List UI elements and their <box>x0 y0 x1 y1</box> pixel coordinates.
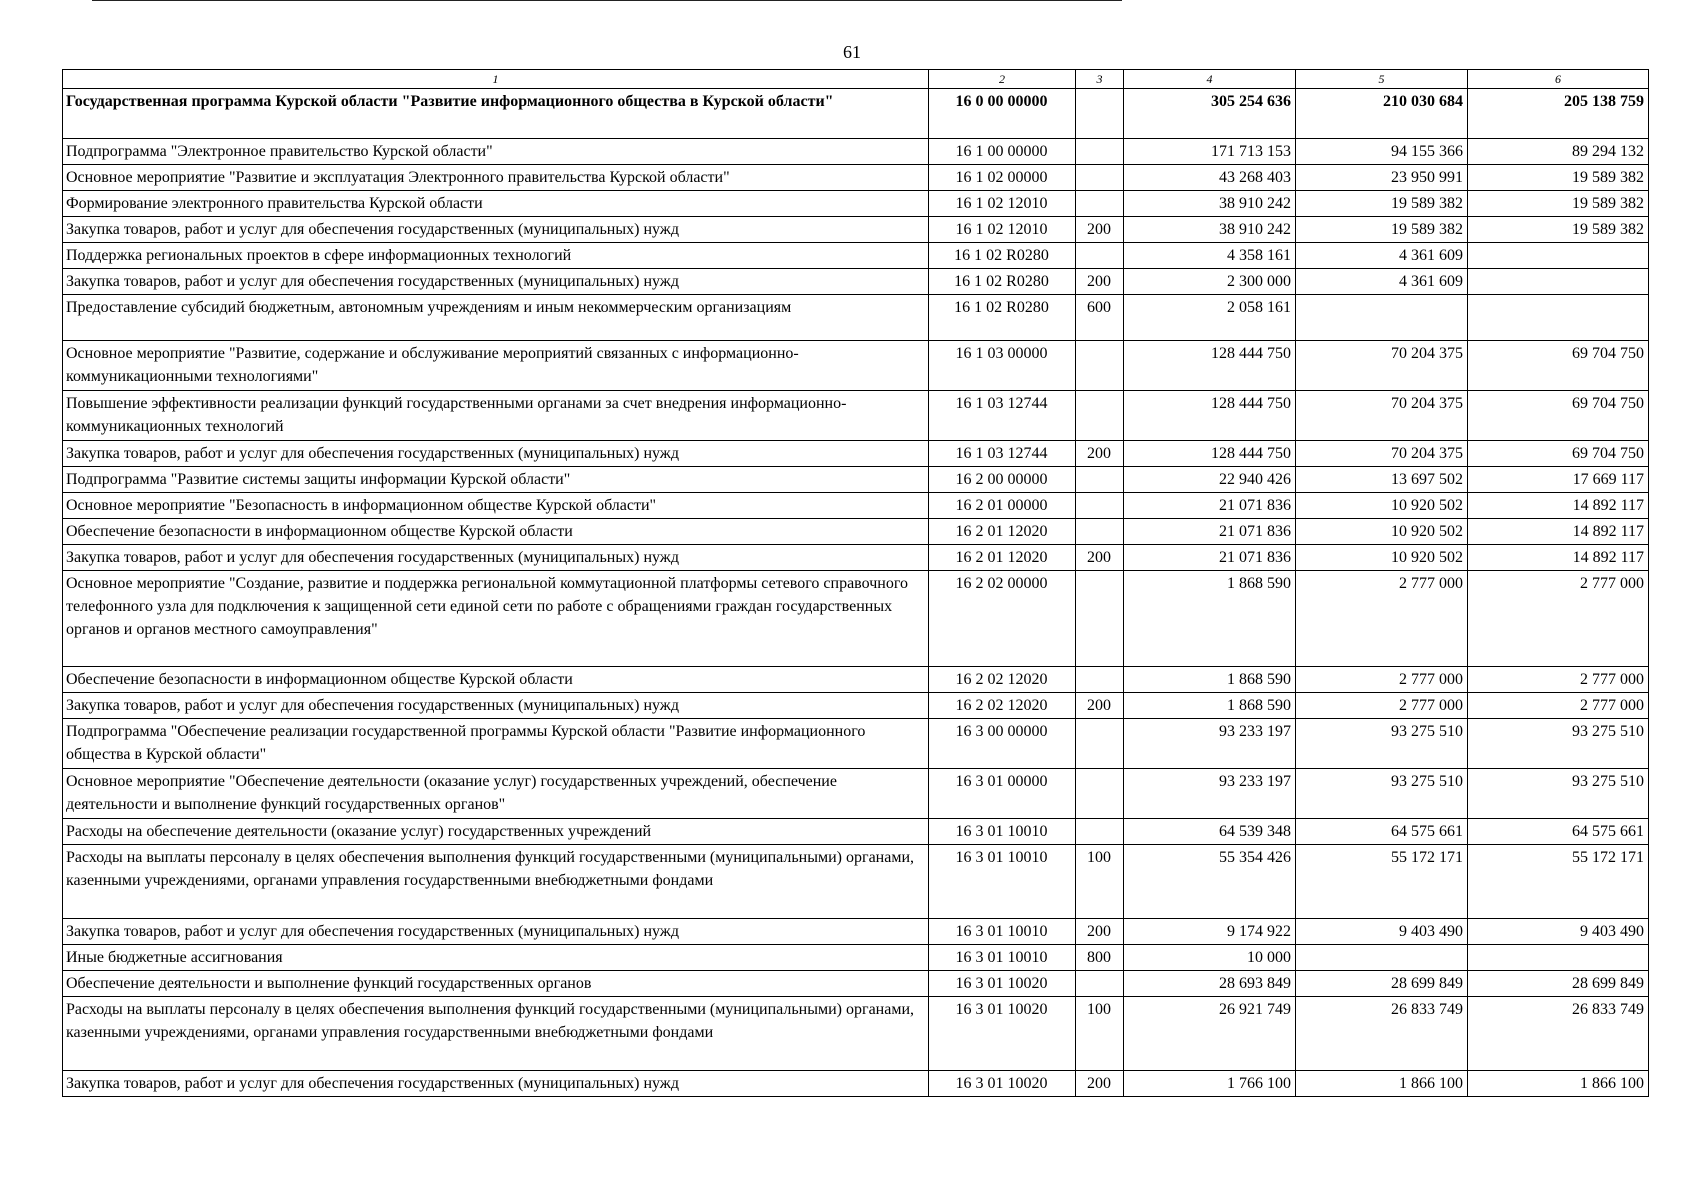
row-value-2023: 21 071 836 <box>1124 519 1296 545</box>
row-code: 16 1 02 12010 <box>929 217 1076 243</box>
row-name: Подпрограмма "Развитие системы защиты информации Курской области" <box>63 467 929 493</box>
row-name: Закупка товаров, работ и услуг для обеспечения государственных (муниципальных) нужд <box>63 1071 929 1097</box>
row-name: Расходы на обеспечение деятельности (оказание услуг) государственных учреждений <box>63 819 929 845</box>
row-expense-type: 200 <box>1076 441 1124 467</box>
row-name: Государственная программа Курской области "Развитие информационного общества в Курской области" <box>63 89 929 139</box>
table-row <box>63 295 1649 341</box>
table-row <box>63 1071 1649 1097</box>
table-row <box>63 971 1649 997</box>
row-value-2025: 17 669 117 <box>1468 467 1649 493</box>
row-value-2023: 1 868 590 <box>1124 667 1296 693</box>
row-code: 16 1 02 R0280 <box>929 243 1076 269</box>
row-value-2025: 14 892 117 <box>1468 545 1649 571</box>
table-row <box>63 269 1649 295</box>
row-value-2023: 21 071 836 <box>1124 545 1296 571</box>
table-row <box>63 571 1649 667</box>
row-expense-type <box>1076 519 1124 545</box>
row-name: Закупка товаров, работ и услуг для обеспечения государственных (муниципальных) нужд <box>63 919 929 945</box>
row-code: 16 3 01 10020 <box>929 1071 1076 1097</box>
table-row <box>63 519 1649 545</box>
row-value-2024: 70 204 375 <box>1296 341 1468 391</box>
table-row <box>63 997 1649 1071</box>
row-code: 16 1 03 12744 <box>929 441 1076 467</box>
row-value-2023: 128 444 750 <box>1124 441 1296 467</box>
row-value-2023: 26 921 749 <box>1124 997 1296 1071</box>
table-body <box>63 89 1649 1097</box>
row-value-2025: 9 403 490 <box>1468 919 1649 945</box>
row-value-2023: 128 444 750 <box>1124 391 1296 441</box>
row-value-2024: 55 172 171 <box>1296 845 1468 919</box>
col-header-5: 5 <box>1296 70 1468 89</box>
row-value-2023: 93 233 197 <box>1124 719 1296 769</box>
row-expense-type: 200 <box>1076 693 1124 719</box>
row-value-2024: 93 275 510 <box>1296 719 1468 769</box>
row-code: 16 3 01 10010 <box>929 945 1076 971</box>
row-value-2025: 205 138 759 <box>1468 89 1649 139</box>
row-expense-type: 100 <box>1076 845 1124 919</box>
row-code: 16 1 02 00000 <box>929 165 1076 191</box>
row-value-2025: 19 589 382 <box>1468 217 1649 243</box>
row-value-2024: 23 950 991 <box>1296 165 1468 191</box>
row-value-2023: 1 868 590 <box>1124 571 1296 667</box>
row-value-2024: 210 030 684 <box>1296 89 1468 139</box>
row-value-2025: 14 892 117 <box>1468 519 1649 545</box>
row-name: Повышение эффективности реализации функций государственными органами за счет внедрения информационно-коммуникационных технологий <box>63 391 929 441</box>
table-row <box>63 391 1649 441</box>
row-code: 16 1 00 00000 <box>929 139 1076 165</box>
row-name: Основное мероприятие "Создание, развитие и поддержка региональной коммутационной платформы сетевого справочного телефонного узла для подключения к защищенной сети единой сети по работе с обращениями граждан государственных органов и органов местного самоуправления" <box>63 571 929 667</box>
row-code: 16 3 01 00000 <box>929 769 1076 819</box>
table-row <box>63 191 1649 217</box>
table-row <box>63 441 1649 467</box>
row-expense-type <box>1076 667 1124 693</box>
header-row <box>63 70 1649 89</box>
row-code: 16 0 00 00000 <box>929 89 1076 139</box>
row-value-2025: 2 777 000 <box>1468 667 1649 693</box>
row-name: Обеспечение деятельности и выполнение функций государственных органов <box>63 971 929 997</box>
row-value-2024: 4 361 609 <box>1296 243 1468 269</box>
row-value-2025: 1 866 100 <box>1468 1071 1649 1097</box>
row-name: Основное мероприятие "Развитие и эксплуатация Электронного правительства Курской области" <box>63 165 929 191</box>
row-code: 16 3 01 10020 <box>929 997 1076 1071</box>
row-value-2024: 9 403 490 <box>1296 919 1468 945</box>
row-name: Подпрограмма "Электронное правительство Курской области" <box>63 139 929 165</box>
row-value-2023: 1 766 100 <box>1124 1071 1296 1097</box>
table-row <box>63 89 1649 139</box>
table-row <box>63 769 1649 819</box>
row-name: Расходы на выплаты персоналу в целях обеспечения выполнения функций государственными (муниципальными) органами, казенными учреждениями, органами управления государственными внебюджетными фондами <box>63 845 929 919</box>
row-value-2023: 4 358 161 <box>1124 243 1296 269</box>
table-row <box>63 945 1649 971</box>
row-value-2023: 128 444 750 <box>1124 341 1296 391</box>
row-value-2023: 93 233 197 <box>1124 769 1296 819</box>
row-expense-type: 200 <box>1076 545 1124 571</box>
row-value-2024: 10 920 502 <box>1296 519 1468 545</box>
row-value-2025 <box>1468 269 1649 295</box>
row-value-2025 <box>1468 945 1649 971</box>
row-expense-type <box>1076 391 1124 441</box>
row-value-2024: 10 920 502 <box>1296 493 1468 519</box>
row-value-2025: 69 704 750 <box>1468 391 1649 441</box>
row-name: Основное мероприятие "Обеспечение деятельности (оказание услуг) государственных учреждений, обеспечение деятельности и выполнение функций государственных органов" <box>63 769 929 819</box>
row-expense-type: 100 <box>1076 997 1124 1071</box>
row-value-2025: 19 589 382 <box>1468 165 1649 191</box>
row-name: Основное мероприятие "Развитие, содержание и обслуживание мероприятий связанных с информационно-коммуникационными технологиями" <box>63 341 929 391</box>
row-name: Подпрограмма "Обеспечение реализации государственной программы Курской области "Развитие информационного общества в Курской области" <box>63 719 929 769</box>
table-row <box>63 243 1649 269</box>
row-value-2024: 28 699 849 <box>1296 971 1468 997</box>
row-value-2025: 69 704 750 <box>1468 441 1649 467</box>
row-value-2025: 64 575 661 <box>1468 819 1649 845</box>
row-expense-type <box>1076 165 1124 191</box>
col-header-1: 1 <box>63 70 929 89</box>
row-value-2023: 38 910 242 <box>1124 191 1296 217</box>
row-name: Расходы на выплаты персоналу в целях обеспечения выполнения функций государственными (муниципальными) органами, казенными учреждениями, органами управления государственными внебюджетными фондами <box>63 997 929 1071</box>
row-code: 16 2 01 12020 <box>929 519 1076 545</box>
table-row <box>63 719 1649 769</box>
row-value-2023: 43 268 403 <box>1124 165 1296 191</box>
row-value-2023: 10 000 <box>1124 945 1296 971</box>
col-header-3: 3 <box>1076 70 1124 89</box>
table-row <box>63 667 1649 693</box>
table-row <box>63 545 1649 571</box>
col-header-6: 6 <box>1468 70 1649 89</box>
row-value-2025: 2 777 000 <box>1468 693 1649 719</box>
row-value-2023: 22 940 426 <box>1124 467 1296 493</box>
row-value-2023: 64 539 348 <box>1124 819 1296 845</box>
row-value-2023: 21 071 836 <box>1124 493 1296 519</box>
row-value-2023: 28 693 849 <box>1124 971 1296 997</box>
row-code: 16 3 01 10020 <box>929 971 1076 997</box>
row-expense-type <box>1076 769 1124 819</box>
row-name: Закупка товаров, работ и услуг для обеспечения государственных (муниципальных) нужд <box>63 693 929 719</box>
row-expense-type <box>1076 467 1124 493</box>
row-expense-type <box>1076 719 1124 769</box>
row-code: 16 2 02 00000 <box>929 571 1076 667</box>
row-value-2024: 70 204 375 <box>1296 441 1468 467</box>
row-value-2023: 2 300 000 <box>1124 269 1296 295</box>
col-header-2: 2 <box>929 70 1076 89</box>
table-row <box>63 165 1649 191</box>
row-code: 16 2 01 00000 <box>929 493 1076 519</box>
row-name: Предоставление субсидий бюджетным, автономным учреждениям и иным некоммерческим организациям <box>63 295 929 341</box>
table-row <box>63 217 1649 243</box>
row-value-2023: 55 354 426 <box>1124 845 1296 919</box>
col-header-4: 4 <box>1124 70 1296 89</box>
row-expense-type <box>1076 243 1124 269</box>
row-value-2025: 2 777 000 <box>1468 571 1649 667</box>
row-code: 16 3 01 10010 <box>929 819 1076 845</box>
row-name: Иные бюджетные ассигнования <box>63 945 929 971</box>
row-value-2024: 4 361 609 <box>1296 269 1468 295</box>
table-row <box>63 467 1649 493</box>
row-value-2025: 26 833 749 <box>1468 997 1649 1071</box>
row-name: Формирование электронного правительства Курской области <box>63 191 929 217</box>
row-name: Закупка товаров, работ и услуг для обеспечения государственных (муниципальных) нужд <box>63 441 929 467</box>
page-number: 61 <box>843 42 861 62</box>
row-expense-type: 800 <box>1076 945 1124 971</box>
row-value-2025: 28 699 849 <box>1468 971 1649 997</box>
table-row <box>63 341 1649 391</box>
row-value-2024: 93 275 510 <box>1296 769 1468 819</box>
row-value-2025: 89 294 132 <box>1468 139 1649 165</box>
row-value-2024: 19 589 382 <box>1296 191 1468 217</box>
row-value-2024: 19 589 382 <box>1296 217 1468 243</box>
row-code: 16 1 02 R0280 <box>929 269 1076 295</box>
row-name: Закупка товаров, работ и услуг для обеспечения государственных (муниципальных) нужд <box>63 269 929 295</box>
row-name: Поддержка региональных проектов в сфере информационных технологий <box>63 243 929 269</box>
row-code: 16 2 02 12020 <box>929 693 1076 719</box>
row-value-2024 <box>1296 295 1468 341</box>
table-row <box>63 693 1649 719</box>
row-expense-type <box>1076 341 1124 391</box>
row-expense-type: 200 <box>1076 1071 1124 1097</box>
row-value-2023: 171 713 153 <box>1124 139 1296 165</box>
row-value-2025: 19 589 382 <box>1468 191 1649 217</box>
row-code: 16 1 02 12010 <box>929 191 1076 217</box>
row-expense-type <box>1076 819 1124 845</box>
row-expense-type: 200 <box>1076 269 1124 295</box>
row-value-2023: 9 174 922 <box>1124 919 1296 945</box>
row-expense-type <box>1076 571 1124 667</box>
row-value-2025: 93 275 510 <box>1468 719 1649 769</box>
row-code: 16 1 02 R0280 <box>929 295 1076 341</box>
row-code: 16 2 00 00000 <box>929 467 1076 493</box>
row-value-2025 <box>1468 295 1649 341</box>
row-value-2024: 2 777 000 <box>1296 571 1468 667</box>
top-scan-line <box>92 0 1122 1</box>
row-name: Основное мероприятие "Безопасность в информационном обществе Курской области" <box>63 493 929 519</box>
budget-table <box>62 69 1649 1097</box>
row-value-2025: 14 892 117 <box>1468 493 1649 519</box>
row-code: 16 3 01 10010 <box>929 919 1076 945</box>
row-value-2025 <box>1468 243 1649 269</box>
row-value-2024: 1 866 100 <box>1296 1071 1468 1097</box>
row-code: 16 1 03 12744 <box>929 391 1076 441</box>
row-expense-type <box>1076 493 1124 519</box>
row-expense-type <box>1076 191 1124 217</box>
row-code: 16 2 02 12020 <box>929 667 1076 693</box>
row-value-2023: 1 868 590 <box>1124 693 1296 719</box>
row-value-2024: 13 697 502 <box>1296 467 1468 493</box>
row-expense-type <box>1076 89 1124 139</box>
row-value-2024: 94 155 366 <box>1296 139 1468 165</box>
row-value-2025: 93 275 510 <box>1468 769 1649 819</box>
row-value-2025: 55 172 171 <box>1468 845 1649 919</box>
row-value-2024: 10 920 502 <box>1296 545 1468 571</box>
row-value-2024: 70 204 375 <box>1296 391 1468 441</box>
table-row <box>63 845 1649 919</box>
row-code: 16 2 01 12020 <box>929 545 1076 571</box>
row-code: 16 3 00 00000 <box>929 719 1076 769</box>
row-name: Обеспечение безопасности в информационном обществе Курской области <box>63 667 929 693</box>
row-name: Закупка товаров, работ и услуг для обеспечения государственных (муниципальных) нужд <box>63 545 929 571</box>
row-name: Обеспечение безопасности в информационном обществе Курской области <box>63 519 929 545</box>
table-row <box>63 139 1649 165</box>
row-value-2023: 38 910 242 <box>1124 217 1296 243</box>
table-row <box>63 493 1649 519</box>
row-code: 16 3 01 10010 <box>929 845 1076 919</box>
row-expense-type: 600 <box>1076 295 1124 341</box>
row-value-2024 <box>1296 945 1468 971</box>
row-value-2024: 2 777 000 <box>1296 667 1468 693</box>
row-value-2023: 305 254 636 <box>1124 89 1296 139</box>
row-expense-type: 200 <box>1076 919 1124 945</box>
row-expense-type <box>1076 139 1124 165</box>
row-expense-type: 200 <box>1076 217 1124 243</box>
row-value-2023: 2 058 161 <box>1124 295 1296 341</box>
row-value-2024: 2 777 000 <box>1296 693 1468 719</box>
row-value-2025: 69 704 750 <box>1468 341 1649 391</box>
row-name: Закупка товаров, работ и услуг для обеспечения государственных (муниципальных) нужд <box>63 217 929 243</box>
table-row <box>63 819 1649 845</box>
row-code: 16 1 03 00000 <box>929 341 1076 391</box>
table-row <box>63 919 1649 945</box>
row-value-2024: 26 833 749 <box>1296 997 1468 1071</box>
row-expense-type <box>1076 971 1124 997</box>
row-value-2024: 64 575 661 <box>1296 819 1468 845</box>
